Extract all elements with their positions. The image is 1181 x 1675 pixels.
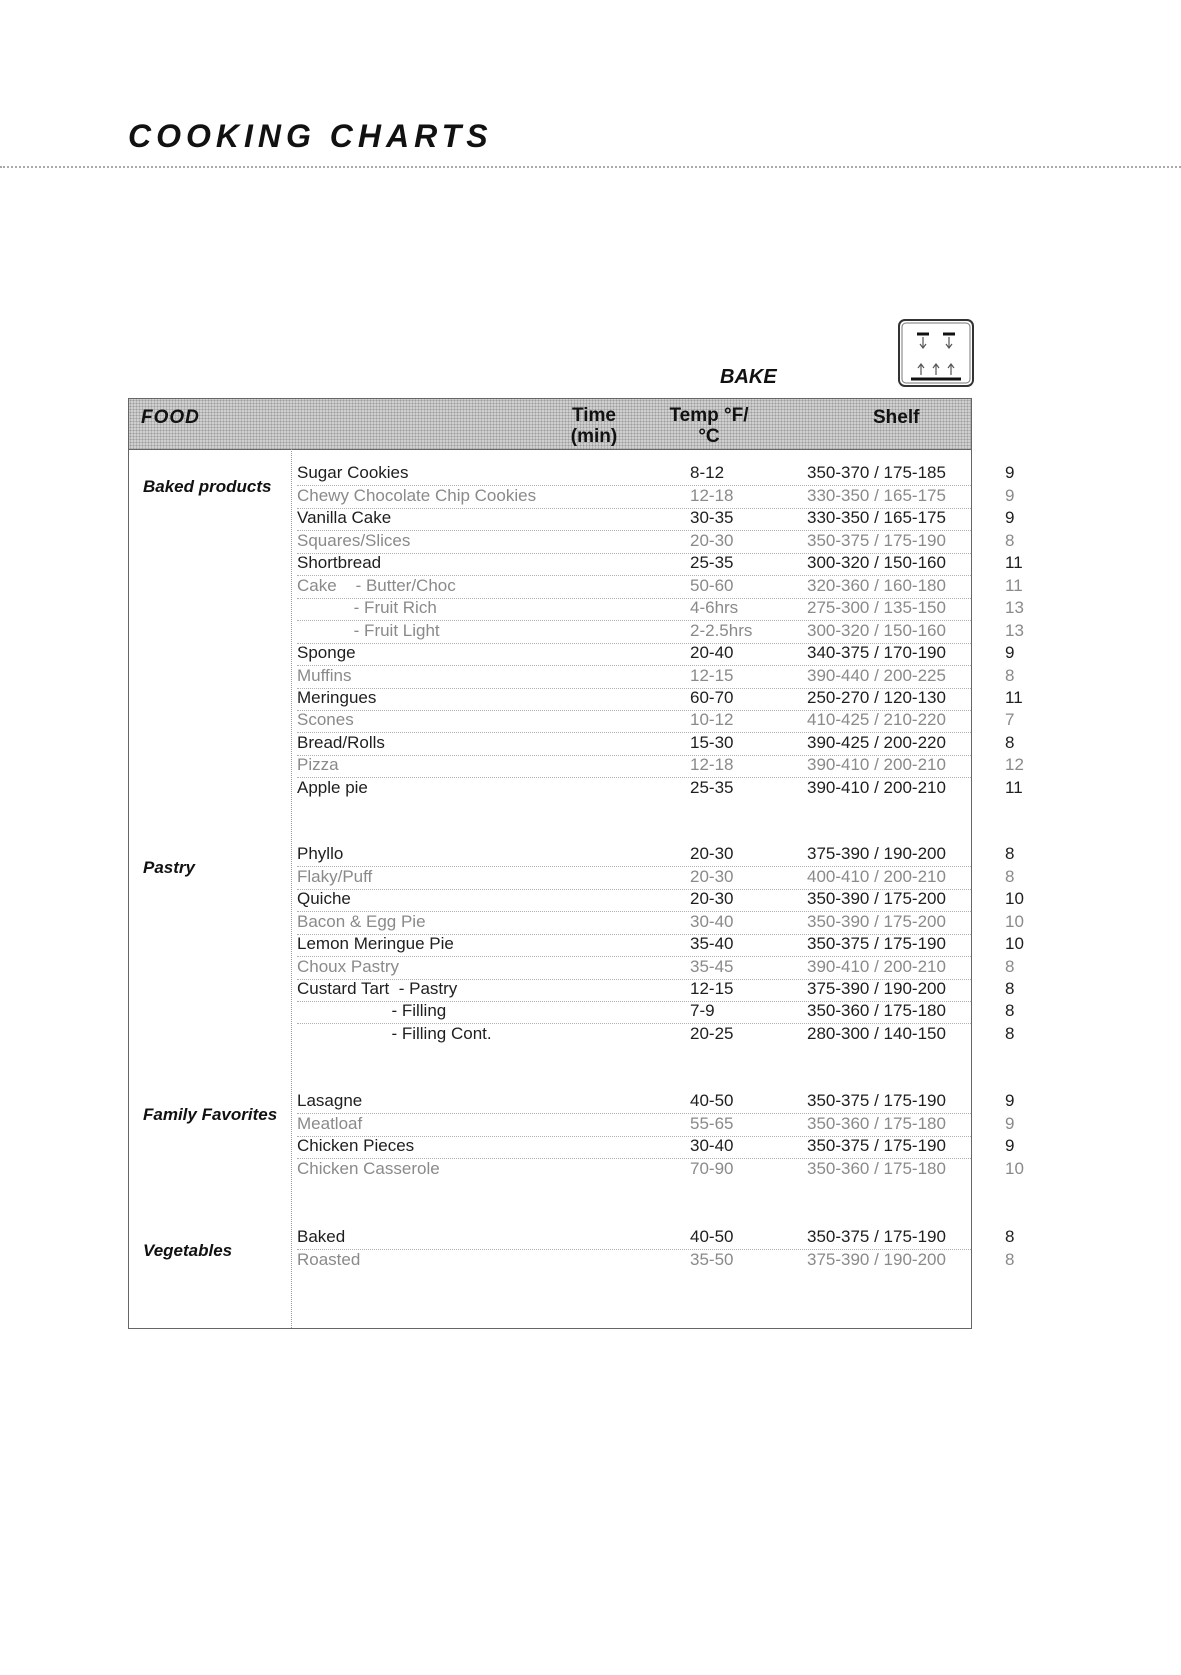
- title-divider: [0, 166, 1181, 168]
- header-food: FOOD: [141, 407, 200, 428]
- time-cell: 12-15: [690, 979, 734, 998]
- category-vegetables: Vegetables: [143, 1241, 233, 1260]
- shelf-cell: 9: [1005, 508, 1015, 527]
- temp-cell: 375-390 / 190-200: [807, 1250, 946, 1269]
- time-cell: 20-30: [690, 844, 734, 863]
- table-row: [297, 1157, 1024, 1181]
- food-cell: Scones: [297, 710, 354, 729]
- food-cell: Sponge: [297, 643, 356, 662]
- time-cell: 35-50: [690, 1250, 734, 1269]
- food-cell: - Filling Cont.: [297, 1024, 492, 1043]
- time-cell: 50-60: [690, 576, 734, 595]
- food-cell: Lemon Meringue Pie: [297, 934, 454, 953]
- category-baked-products: Baked products: [143, 477, 272, 496]
- category-divider: [291, 449, 292, 1328]
- temp-cell: 390-425 / 200-220: [807, 733, 946, 752]
- time-cell: 20-30: [690, 889, 734, 908]
- table-row: [297, 776, 1023, 800]
- food-cell: - Fruit Light: [297, 621, 440, 640]
- food-cell: Chewy Chocolate Chip Cookies: [297, 486, 537, 505]
- shelf-cell: 9: [1005, 1136, 1015, 1155]
- food-cell: Bacon & Egg Pie: [297, 912, 426, 931]
- header-temp: Temp °F/°C: [669, 405, 749, 447]
- food-cell: Custard Tart - Pastry: [297, 979, 458, 998]
- shelf-cell: 8: [1005, 867, 1015, 886]
- shelf-cell: 9: [1005, 486, 1015, 505]
- cooking-chart-table: [128, 398, 1024, 1329]
- food-cell: Baked: [297, 1227, 346, 1246]
- time-cell: 30-40: [690, 912, 734, 931]
- time-cell: 12-15: [690, 666, 734, 685]
- shelf-cell: 11: [1005, 778, 1023, 797]
- temp-cell: 390-440 / 200-225: [807, 666, 946, 685]
- time-cell: 12-18: [690, 486, 734, 505]
- category-pastry: Pastry: [143, 858, 195, 877]
- shelf-cell: 13: [1005, 598, 1024, 617]
- shelf-cell: 7: [1005, 710, 1015, 729]
- shelf-cell: 8: [1005, 1227, 1015, 1246]
- temp-cell: 350-360 / 175-180: [807, 1114, 946, 1133]
- page-title: COOKING CHARTS: [128, 118, 493, 154]
- temp-cell: 350-390 / 175-200: [807, 889, 946, 908]
- shelf-cell: 10: [1005, 934, 1024, 953]
- food-cell: Bread/Rolls: [297, 733, 385, 752]
- food-cell: Phyllo: [297, 844, 344, 863]
- temp-cell: 350-370 / 175-185: [807, 463, 946, 482]
- temp-cell: 320-360 / 160-180: [807, 576, 946, 595]
- table-row: [297, 1225, 1015, 1250]
- time-cell: 40-50: [690, 1227, 734, 1246]
- time-cell: 35-45: [690, 957, 734, 976]
- temp-cell: 330-350 / 165-175: [807, 486, 946, 505]
- food-cell: Shortbread: [297, 553, 382, 572]
- temp-cell: 400-410 / 200-210: [807, 867, 946, 886]
- time-cell: 60-70: [690, 688, 734, 707]
- food-cell: Muffins: [297, 666, 352, 685]
- temp-cell: 350-360 / 175-180: [807, 1001, 946, 1020]
- temp-cell: 350-375 / 175-190: [807, 1136, 946, 1155]
- time-cell: 25-35: [690, 778, 734, 797]
- food-cell: - Fruit Rich: [297, 598, 437, 617]
- food-cell: Apple pie: [297, 778, 368, 797]
- temp-cell: 350-375 / 175-190: [807, 934, 946, 953]
- shelf-cell: 9: [1005, 463, 1015, 482]
- shelf-cell: 8: [1005, 1250, 1015, 1269]
- shelf-cell: 12: [1005, 755, 1024, 774]
- time-cell: 30-40: [690, 1136, 734, 1155]
- food-cell: Quiche: [297, 889, 351, 908]
- time-cell: 20-30: [690, 867, 734, 886]
- time-cell: 8-12: [690, 463, 725, 482]
- food-cell: Chicken Pieces: [297, 1136, 415, 1155]
- temp-cell: 350-375 / 175-190: [807, 1091, 946, 1110]
- shelf-cell: 9: [1005, 1091, 1015, 1110]
- food-cell: Cake - Butter/Choc: [297, 576, 456, 595]
- table-row: [297, 999, 1015, 1024]
- temp-cell: 410-425 / 210-220: [807, 710, 946, 729]
- shelf-cell: 8: [1005, 666, 1015, 685]
- temp-cell: 330-350 / 165-175: [807, 508, 946, 527]
- food-cell: Chicken Casserole: [297, 1159, 440, 1178]
- table-row: [297, 461, 1015, 486]
- temp-cell: 390-410 / 200-210: [807, 755, 946, 774]
- temp-cell: 275-300 / 135-150: [807, 598, 946, 617]
- shelf-cell: 8: [1005, 1024, 1015, 1043]
- temp-cell: 390-410 / 200-210: [807, 957, 946, 976]
- time-cell: 35-40: [690, 934, 734, 953]
- food-cell: Squares/Slices: [297, 531, 411, 550]
- temp-cell: 280-300 / 140-150: [807, 1024, 946, 1043]
- shelf-cell: 9: [1005, 1114, 1015, 1133]
- shelf-cell: 13: [1005, 621, 1024, 640]
- table-row: [297, 753, 1024, 778]
- temp-cell: 350-390 / 175-200: [807, 912, 946, 931]
- food-cell: Flaky/Puff: [297, 867, 373, 886]
- shelf-cell: 8: [1005, 979, 1015, 998]
- shelf-cell: 11: [1005, 688, 1023, 707]
- time-cell: 15-30: [690, 733, 734, 752]
- table-row: [297, 641, 1015, 666]
- shelf-cell: 9: [1005, 643, 1015, 662]
- time-cell: 10-12: [690, 710, 734, 729]
- food-cell: - Filling: [297, 1001, 447, 1020]
- time-cell: 25-35: [690, 553, 734, 572]
- time-cell: 40-50: [690, 1091, 734, 1110]
- shelf-cell: 8: [1005, 531, 1015, 550]
- shelf-cell: 10: [1005, 912, 1024, 931]
- time-cell: 7-9: [690, 1001, 715, 1020]
- time-cell: 55-65: [690, 1114, 734, 1133]
- table-row: [297, 1089, 1015, 1114]
- time-cell: 2-2.5hrs: [690, 621, 753, 640]
- temp-cell: 350-375 / 175-190: [807, 1227, 946, 1246]
- temp-cell: 350-360 / 175-180: [807, 1159, 946, 1178]
- time-cell: 4-6hrs: [690, 598, 739, 617]
- food-cell: Meatloaf: [297, 1114, 363, 1133]
- temp-cell: 350-375 / 175-190: [807, 531, 946, 550]
- temp-cell: 340-375 / 170-190: [807, 643, 946, 662]
- shelf-cell: 8: [1005, 957, 1015, 976]
- temp-cell: 300-320 / 150-160: [807, 621, 946, 640]
- time-cell: 12-18: [690, 755, 734, 774]
- table-header: [129, 399, 971, 450]
- shelf-cell: 10: [1005, 1159, 1024, 1178]
- shelf-cell: 8: [1005, 844, 1015, 863]
- temp-cell: 375-390 / 190-200: [807, 979, 946, 998]
- bake-mode-label: BAKE: [720, 366, 777, 388]
- table-row: [297, 708, 1015, 733]
- food-cell: Pizza: [297, 755, 339, 774]
- category-family-favorites: Family Favorites: [143, 1105, 278, 1124]
- table-row: [297, 842, 1015, 867]
- shelf-cell: 8: [1005, 1001, 1015, 1020]
- food-cell: Choux Pastry: [297, 957, 400, 976]
- food-cell: Vanilla Cake: [297, 508, 392, 527]
- table-row: [297, 887, 1024, 912]
- time-cell: 20-40: [690, 643, 734, 662]
- bake-icon: [897, 318, 975, 388]
- time-cell: 20-25: [690, 1024, 734, 1043]
- header-shelf: Shelf: [873, 407, 920, 428]
- food-cell: Meringues: [297, 688, 377, 707]
- time-cell: 20-30: [690, 531, 734, 550]
- shelf-cell: 10: [1005, 889, 1024, 908]
- time-cell: 70-90: [690, 1159, 734, 1178]
- table-row: [297, 1134, 1015, 1159]
- food-cell: Sugar Cookies: [297, 463, 409, 482]
- table-row: [297, 932, 1024, 957]
- shelf-cell: 11: [1005, 553, 1023, 572]
- table-row: [297, 596, 1024, 621]
- food-cell: Roasted: [297, 1250, 361, 1269]
- table-row: [297, 506, 1015, 531]
- time-cell: 30-35: [690, 508, 734, 527]
- table-row: [297, 551, 1023, 576]
- temp-cell: 375-390 / 190-200: [807, 844, 946, 863]
- table-row: [297, 1022, 1015, 1046]
- shelf-cell: 8: [1005, 733, 1015, 752]
- food-cell: Lasagne: [297, 1091, 363, 1110]
- header-time: Time (min): [570, 405, 618, 447]
- temp-cell: 300-320 / 150-160: [807, 553, 946, 572]
- temp-cell: 390-410 / 200-210: [807, 778, 946, 797]
- table-row: [297, 1248, 1015, 1272]
- temp-cell: 250-270 / 120-130: [807, 688, 946, 707]
- shelf-cell: 11: [1005, 576, 1023, 595]
